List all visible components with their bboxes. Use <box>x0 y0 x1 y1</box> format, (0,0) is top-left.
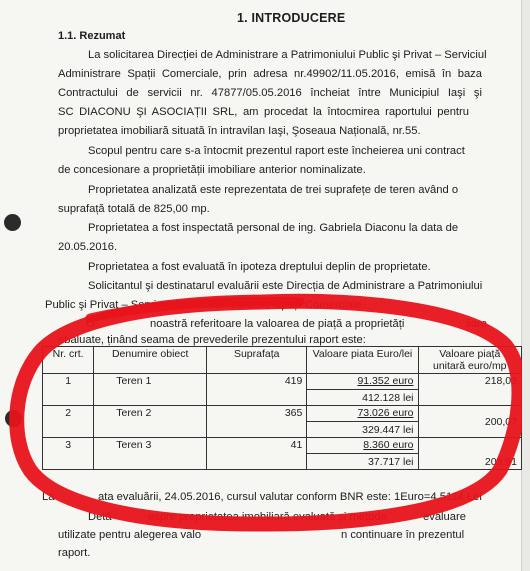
row-unit: 203,91 <box>418 438 521 470</box>
p8-fragment-1: La <box>42 491 55 503</box>
row-name: Teren 2 <box>94 406 207 438</box>
p9-fragment-3: evaluare <box>423 511 466 523</box>
row-nr: 1 <box>43 374 94 406</box>
p4-line-1: Proprietatea a fost inspectată personal de ing. Gabriela Diaconu la data de <box>88 222 459 234</box>
header-nr: Nr. crt. <box>43 347 94 374</box>
p9-line-3: raport. <box>58 547 91 559</box>
punch-hole-bottom <box>5 410 22 427</box>
row-value <box>307 438 418 470</box>
row-unit: 200,07 <box>418 406 521 438</box>
punch-hole-top <box>4 214 21 231</box>
p2-line-1: Scopul pentru care s-a întocmit prezentul raport este încheierea uni contract <box>88 145 465 157</box>
table-row <box>43 438 522 470</box>
header-suprafata: Suprafața <box>207 347 307 374</box>
row-name: Teren 3 <box>94 438 207 470</box>
header-valoare: Valoare piata Euro/lei <box>307 347 418 374</box>
row-area: 419 <box>207 374 307 406</box>
header-valoare-unitara: Valoare piață unitară euro/mp <box>418 347 521 374</box>
p9-fragment-4: utilizate pentru alegerea valo <box>58 529 202 541</box>
row-value-lei: 37.717 lei <box>307 453 417 468</box>
row-area: 365 <box>207 406 307 438</box>
p7-fragment-2: noastră referitoare la valoarea de piață a proprietăți <box>150 318 405 330</box>
p8-fragment-2: ata evaluării, 24.05.2016, cursul valutar conform BNR este: 1Euro=4,5114 Lei <box>98 491 482 503</box>
p1-line-5: proprietatea imobiliară situată în intravilan Iaşi, Şoseaua Națională, nr.55. <box>58 125 421 137</box>
table-row <box>43 406 522 438</box>
p6-line-2b: Administrare Spații Comerciale. <box>208 299 365 311</box>
row-value <box>307 374 418 406</box>
p4-line-2: 20.05.2016. <box>58 241 118 253</box>
row-value-eur: 73.026 euro <box>357 407 414 419</box>
row-nr: 2 <box>43 406 94 438</box>
table-row <box>43 374 522 406</box>
row-name: Teren 1 <box>94 374 207 406</box>
p1-line-1: La solicitarea Direcției de Administrare a Patrimoniului Public şi Privat – Serviciul <box>88 49 487 61</box>
row-value-eur: 8.360 euro <box>363 439 414 451</box>
p3-line-1: Proprietatea analizată este reprezentata de trei suprafețe de teren având o <box>88 184 459 196</box>
row-nr: 3 <box>43 438 94 470</box>
p1-line-3: Contractului de servicii nr. 47877/05.05.2016 încheiat între Municipiul Iaşi şi <box>58 87 482 99</box>
row-unit: 218,03 <box>418 374 521 406</box>
p9-fragment-2: espre proprietatea imobiliară evaluată şi metode <box>148 511 387 523</box>
row-value-eur: 91.352 euro <box>357 375 414 387</box>
p3-line-2: suprafață totală de 825,00 mp. <box>58 203 210 215</box>
p2-line-2: de concesionare a proprietății imobiliare anterior nominalizate. <box>58 164 366 176</box>
p9-fragment-1: Detă <box>88 511 112 523</box>
row-value <box>307 406 418 438</box>
p7-fragment-1: O <box>86 318 95 330</box>
table-header-row <box>43 347 522 374</box>
p7-fragment-3: liare <box>466 318 488 330</box>
p9-fragment-5: n continuare în prezentul <box>341 529 465 541</box>
p6-line-1: Solicitantul şi destinatarul evaluării este Direcția de Administrare a Patrimoniului <box>88 280 483 292</box>
row-area: 41 <box>207 438 307 470</box>
p5-line-1: Proprietatea a fost evaluată în ipoteza dreptului deplin de proprietate. <box>88 261 431 273</box>
row-value-lei: 329.447 lei <box>307 421 417 436</box>
valuation-table <box>42 346 522 470</box>
p7-line-2: ebaluate, ținând seama de prevederile prezentului raport este: <box>58 334 366 346</box>
p6-line-2a: Public şi Privat – Servi <box>45 299 157 311</box>
row-value-lei: 412.128 lei <box>307 389 417 404</box>
header-denumire: Denumire obiect <box>94 347 207 374</box>
subsection-heading: 1.1. Rezumat <box>58 30 126 42</box>
section-heading: 1. INTRODUCERE <box>237 11 346 25</box>
p1-line-2: Administrare Spații Comerciale, prin adresa nr.49902/11.05.2016, emisă în baza <box>58 68 482 80</box>
p1-line-4: SC DIACONU ŞI ASOCIAȚII SRL, am procedat la întocmirea raportului pentru <box>58 106 469 118</box>
